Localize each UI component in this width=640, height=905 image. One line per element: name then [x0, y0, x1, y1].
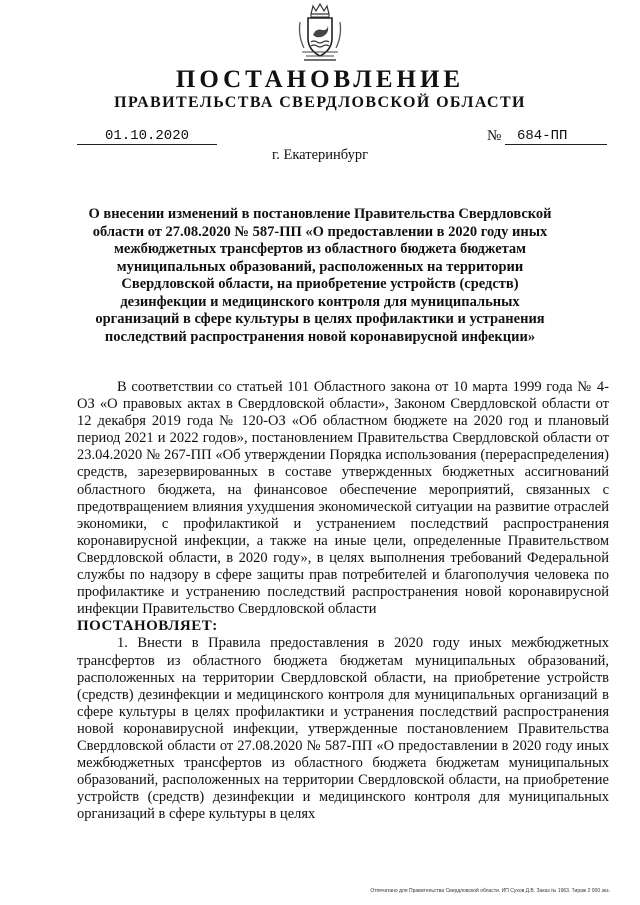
resolve-keyword: ПОСТАНОВЛЯЕТ: — [77, 618, 218, 635]
body-paragraph-item-1: 1. Внести в Правила предоставления в 2020 году иных межбюджетных трансфертов из областного бюджета бюджетам муниципальных образований, расположенных на территории Свердловской области, на приобретение устройств (средств) дезинфекции и медицинского контроля для муниципальных организаций в сфере культуры в целях профилактики и устранения последствий распространения новой коронавирусной инфекции, утвержденные постановлением Правительства Свердловской области от 27.08.2020 № 587-ПП «О предоставлении в 2020 году иных межбюджетных трансфертов из областного бюджета бюджетам муниципальных образований, расположенных на территории Свердловской области, на приобретение устройств (средств) дезинфекции и медицинского контроля для муниципальных организаций в сфере культуры в целях — [77, 635, 609, 823]
body-paragraph-preamble: В соответствии со статьей 101 Областного закона от 10 марта 1999 года № 4-ОЗ «О правовых актах в Свердловской области», Законом Свердловской области от 12 декабря 2019 года № 120-ОЗ «Об областном бюджете на 2020 год и плановый период 2021 и 2022 годов», постановлением Правительства Свердловской области от 23.04.2020 № 267-ПП «Об утверждении Порядка использования (перераспределения) средств, зарезервированных в составе утвержденных бюджетных ассигнований областного бюджета, на финансовое обеспечение мероприятий, связанных с предотвращением влияния ухудшения экономической ситуации на развитие отраслей экономики, с профилактикой и устранением последствий распространения коронавирусной инфекции, а также на иные цели, определенные Правительством Свердловской области, в 2020 году», в целях выполнения требований Федеральной службы по надзору в сфере защиты прав потребителей и благополучия человека по профилактике и устранению последствий распространения новой коронавирусной инфекции Правительство Свердловской области — [77, 379, 609, 618]
document-heading: О внесении изменений в постановление Правительства Свердловской области от 27.08.2020 № 587-ПП «О предоставлении в 2020 году иных межбюджетных трансфертов из областного бюджета бюджетам муниципальных образований, расположенных на территории Свердловской области, на приобретение устройств (средств) дезинфекции и медицинского контроля для муниципальных организаций в сфере культуры в целях профилактики и устранения последствий распространения новой коронавирусной инфекции» — [88, 206, 552, 345]
document-date: 01.10.2020 — [77, 128, 217, 145]
number-label: № — [487, 128, 502, 144]
coat-of-arms-icon — [296, 2, 344, 64]
document-subtitle: ПРАВИТЕЛЬСТВА СВЕРДЛОВСКОЙ ОБЛАСТИ — [114, 94, 526, 111]
city-line: г. Екатеринбург — [271, 147, 369, 163]
document-body — [77, 379, 609, 823]
print-footer: Отпечатано для Правительства Свердловской области. ИП Сухов Д.В. Заказ № 1963. Тираж 2 000 экз. — [370, 888, 610, 894]
document-title: ПОСТАНОВЛЕНИЕ — [175, 66, 465, 93]
document-number: 684-ПП — [505, 128, 607, 145]
